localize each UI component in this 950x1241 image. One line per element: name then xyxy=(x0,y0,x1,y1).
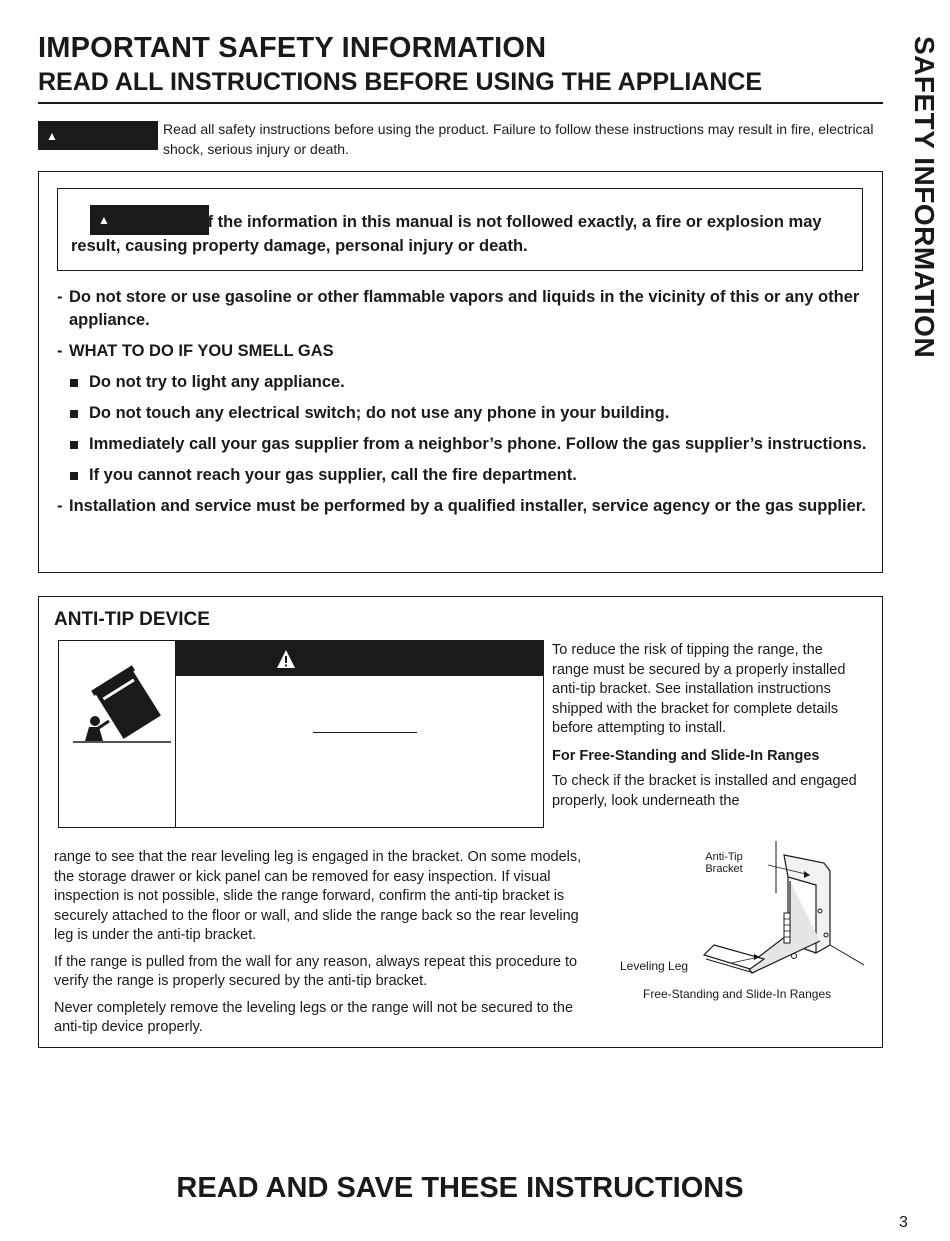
anti-tip-paragraph: If the range is pulled from the wall for any reason, always repeat this procedure to verify the range is properly secured by the anti-tip bracket. xyxy=(54,953,578,989)
list-item-text: Do not touch any electrical switch; do not use any phone in your building. xyxy=(89,404,670,422)
range-tipping-figure xyxy=(59,641,176,827)
range-tipping-icon xyxy=(59,641,175,827)
list-item xyxy=(57,433,867,456)
list-item xyxy=(57,371,867,394)
bracket-caption: Free-Standing and Slide-In Ranges xyxy=(643,987,832,1001)
list-item xyxy=(57,402,867,425)
list-item-text: Immediately call your gas supplier from a neighbor’s phone. Follow the gas supplier’s instructions. xyxy=(89,435,867,453)
list-item-text: If you cannot reach your gas supplier, call the fire department. xyxy=(89,466,577,484)
warning-panel-rule xyxy=(313,732,417,733)
anti-tip-bracket-diagram xyxy=(614,841,864,1011)
title-divider xyxy=(38,102,883,104)
anti-tip-right-column xyxy=(552,641,862,819)
bullet-square-icon xyxy=(70,410,78,418)
footer-title: READ AND SAVE THESE INSTRUCTIONS xyxy=(176,1172,744,1204)
list-item-text: Do not try to light any appliance. xyxy=(89,373,345,391)
side-section-tab xyxy=(902,36,942,406)
warning-triangle-icon: ▲ xyxy=(46,128,58,143)
page-number: 3 xyxy=(899,1214,908,1231)
anti-tip-left-column xyxy=(54,848,599,1045)
list-item: - WHAT TO DO IF YOU SMELL GAS xyxy=(57,340,867,363)
anti-tip-paragraph: range to see that the rear leveling leg is engaged in the bracket. On some models, the storage drawer or kick panel can be removed for easy inspection. If visual inspection is not possible, slide the range forward, confirm the anti-tip bracket is securely attached to the floor or wall, and slide the range back so the rear leveling leg is under the anti-tip bracket. xyxy=(54,849,582,943)
warning-triangle-icon xyxy=(276,649,296,669)
anti-tip-heading: ANTI-TIP DEVICE xyxy=(54,609,210,630)
list-item xyxy=(57,464,867,487)
warning-signal-badge xyxy=(38,121,158,150)
warning-panel-header xyxy=(176,641,543,676)
anti-tip-subheading: For Free-Standing and Slide-In Ranges xyxy=(552,747,820,764)
list-item: - Do not store or use gasoline or other flammable vapors and liquids in the vicinity of this or any other appliance. xyxy=(57,286,867,332)
fire-explosion-warning-text: If the information in this manual is not followed exactly, a fire or explosion may result, causing property damage, personal injury or death. xyxy=(71,213,822,255)
anti-tip-section xyxy=(38,596,883,1048)
warning-triangle-icon: ▲ xyxy=(98,213,110,227)
intro-warning-text: Read all safety instructions before using the product. Failure to follow these instructions may result in fire, electrical shock, serious injury or death. xyxy=(163,121,874,157)
anti-tip-warning-panel xyxy=(58,640,544,828)
anti-tip-paragraph: To check if the bracket is installed and engaged properly, look underneath the xyxy=(552,773,857,809)
bullet-square-icon xyxy=(70,379,78,387)
page-title: IMPORTANT SAFETY INFORMATION xyxy=(38,32,547,64)
list-item: - Installation and service must be performed by a qualified installer, service agency or the gas supplier. xyxy=(57,495,867,518)
bracket-label: Anti-Tip Bracket xyxy=(705,851,743,875)
bullet-square-icon xyxy=(70,472,78,480)
anti-tip-paragraph: To reduce the risk of tipping the range, the range must be secured by a properly installed anti-tip bracket. See installation instructions shipped with the bracket for complete details before attempting to install. xyxy=(552,642,846,736)
bullet-square-icon xyxy=(70,441,78,449)
side-tab-label: SAFETY INFORMATION xyxy=(909,36,940,359)
leveling-leg-label: Leveling Leg xyxy=(620,959,689,973)
page-subtitle: READ ALL INSTRUCTIONS BEFORE USING THE APPLIANCE xyxy=(38,68,763,96)
gas-safety-list xyxy=(57,286,867,526)
anti-tip-paragraph: Never completely remove the leveling legs or the range will not be secured to the anti-tip device properly. xyxy=(54,999,574,1035)
gas-warning-box xyxy=(38,171,883,573)
fire-explosion-warning xyxy=(57,188,863,271)
